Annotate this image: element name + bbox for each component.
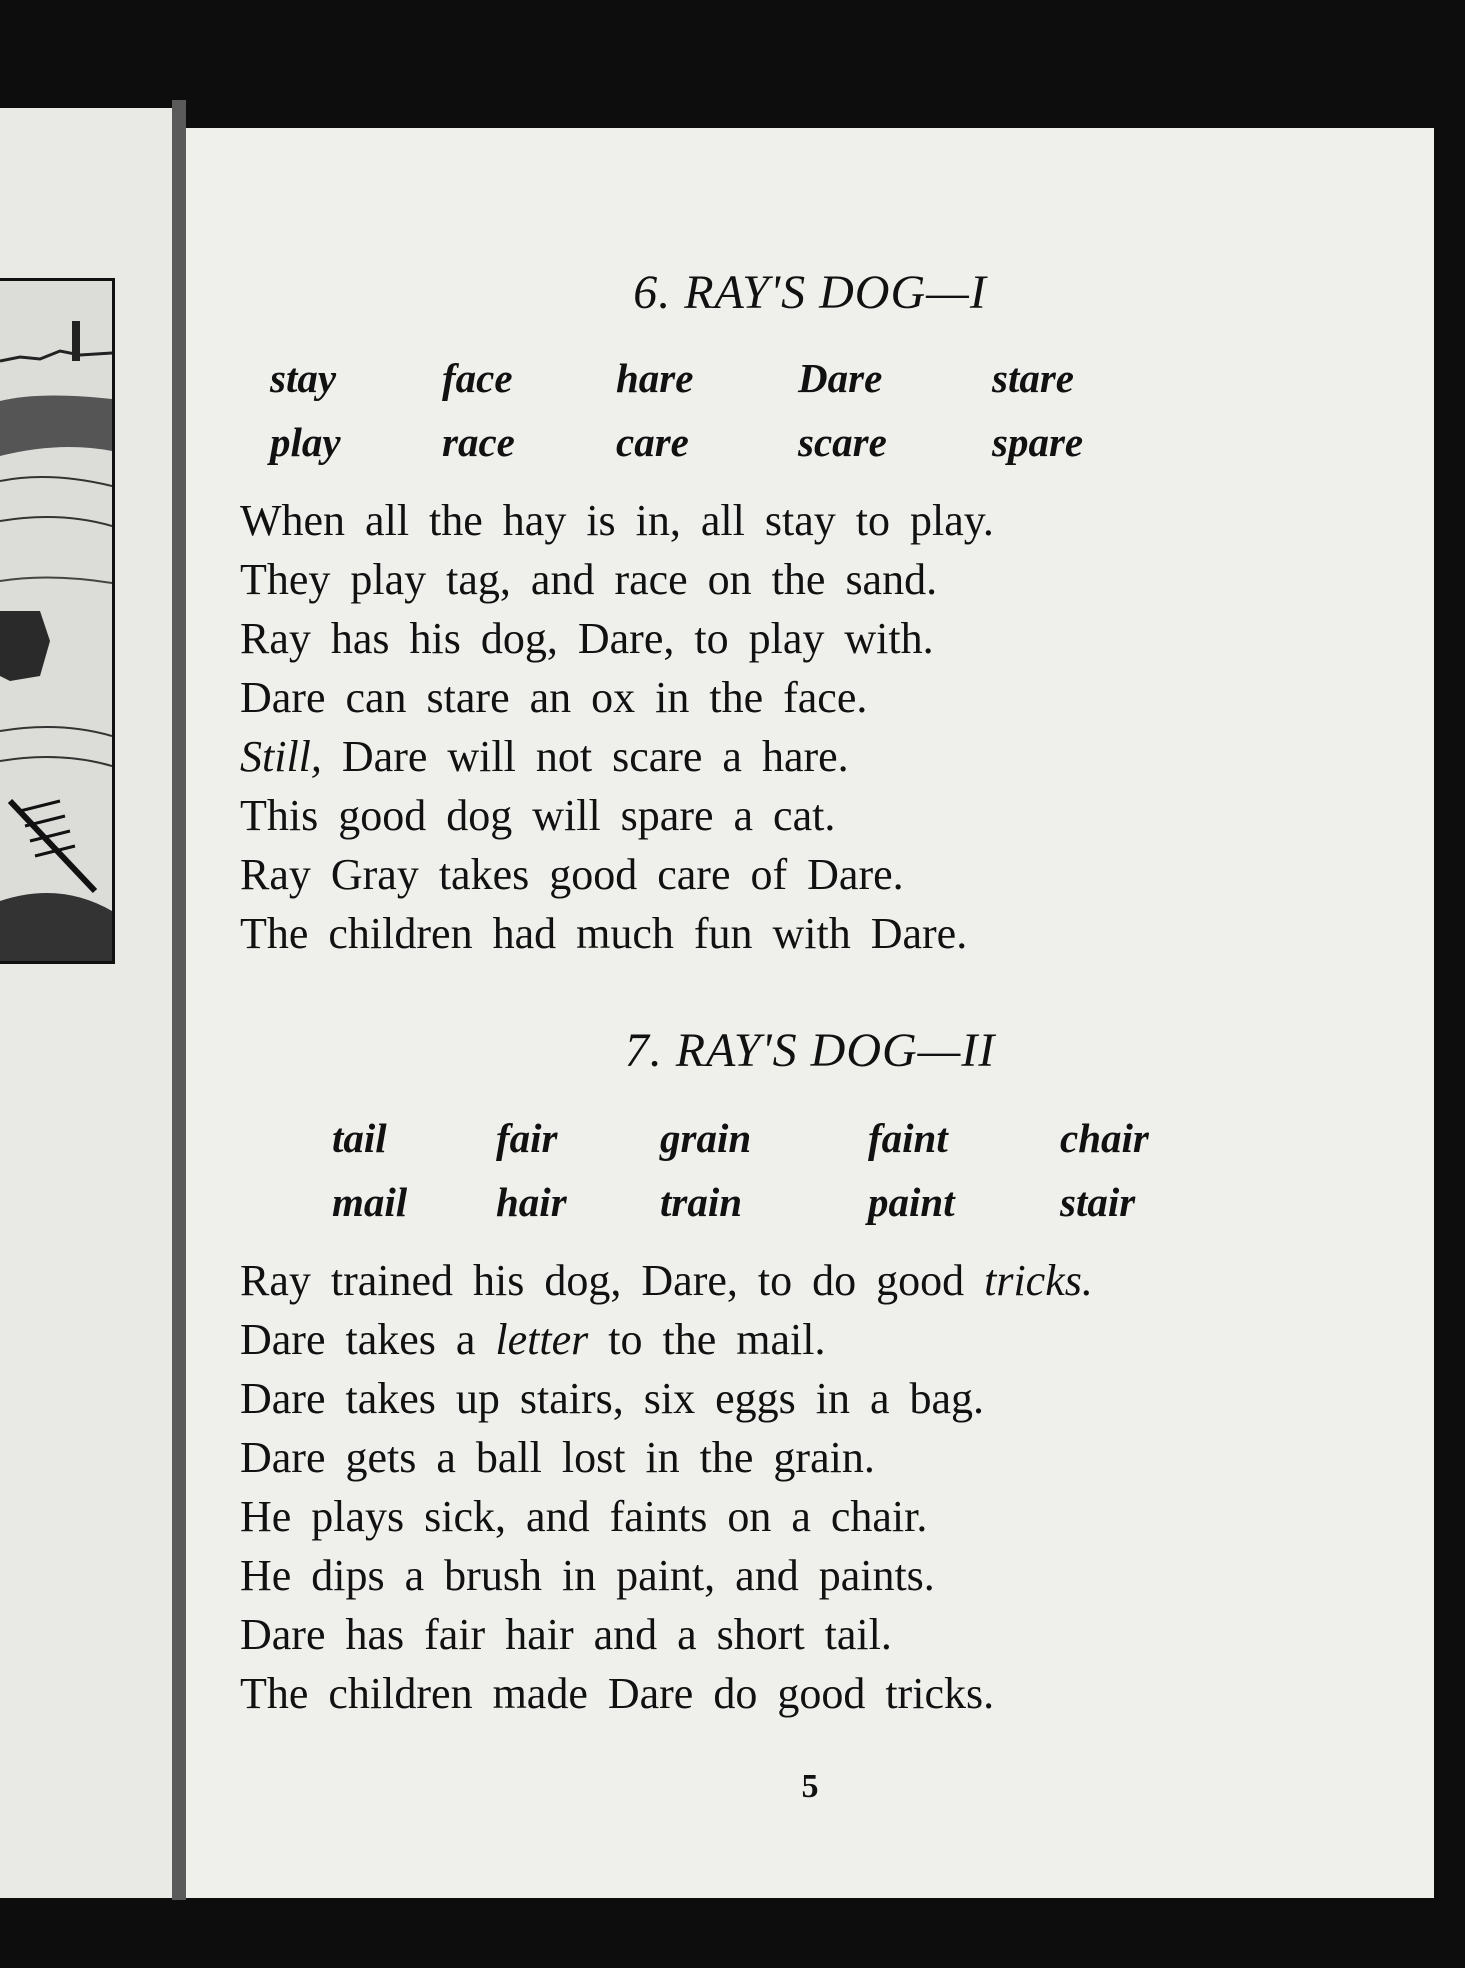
word-list-item: tail	[332, 1115, 387, 1161]
left-page-illustration	[0, 278, 115, 964]
reading-line: Ray has his dog, Dare, to play with.	[240, 614, 934, 663]
word-list-item: paint	[868, 1179, 955, 1225]
word-list-item: spare	[992, 419, 1084, 465]
book-spine	[172, 100, 186, 1900]
reading-line: He plays sick, and faints on a chair.	[240, 1492, 928, 1541]
reading-line: Dare gets a ball lost in the grain.	[240, 1433, 875, 1482]
reading-line: He dips a brush in paint, and paints.	[240, 1551, 935, 1600]
reading-line: The children made Dare do good tricks.	[240, 1669, 995, 1718]
word-list-item: face	[442, 355, 513, 401]
word-list-item: hare	[616, 355, 694, 401]
reading-line: When all the hay is in, all stay to play.	[240, 496, 994, 545]
reading-line: Dare takes up stairs, six eggs in a bag.	[240, 1374, 985, 1423]
reading-line: The children had much fun with Dare.	[240, 909, 968, 958]
word-list-item: mail	[332, 1179, 408, 1225]
lesson-7-title: 7. RAY'S DOG—II	[624, 1024, 996, 1077]
book-page	[186, 128, 1434, 1898]
reading-line: Dare can stare an ox in the face.	[240, 673, 868, 722]
word-list-item: stair	[1060, 1179, 1136, 1225]
word-list-item: grain	[660, 1115, 752, 1161]
word-list-item: scare	[798, 419, 887, 465]
word-list-item: faint	[868, 1115, 948, 1161]
reading-line: This good dog will spare a cat.	[240, 791, 836, 840]
emphasized-word: letter	[495, 1315, 589, 1364]
word-list-item: train	[660, 1179, 743, 1225]
reading-line: Dare takes a letter to the mail.	[240, 1315, 826, 1364]
word-list-item: hair	[496, 1179, 567, 1225]
word-list-item: care	[616, 419, 689, 465]
lesson-6-title: 6. RAY'S DOG—I	[633, 266, 987, 319]
word-list-item: play	[270, 419, 341, 465]
reading-line: Ray trained his dog, Dare, to do good tricks.	[240, 1256, 1093, 1305]
reading-line: Ray Gray takes good care of Dare.	[240, 850, 904, 899]
reading-line: Still, Dare will not scare a hare.	[240, 732, 849, 781]
emphasized-word: Still,	[240, 732, 322, 781]
word-list-item: race	[442, 419, 515, 465]
word-list-item: chair	[1060, 1115, 1149, 1161]
word-list-item: stare	[992, 355, 1074, 401]
page-number: 5	[801, 1768, 819, 1805]
emphasized-word: tricks.	[984, 1256, 1093, 1305]
reading-line: They play tag, and race on the sand.	[240, 555, 938, 604]
word-list-item: stay	[270, 355, 337, 401]
farm-scene-illustration	[0, 281, 112, 961]
word-list-item: fair	[496, 1115, 558, 1161]
word-list-item: Dare	[798, 355, 883, 401]
reading-line: Dare has fair hair and a short tail.	[240, 1610, 892, 1659]
left-page	[0, 108, 172, 1898]
